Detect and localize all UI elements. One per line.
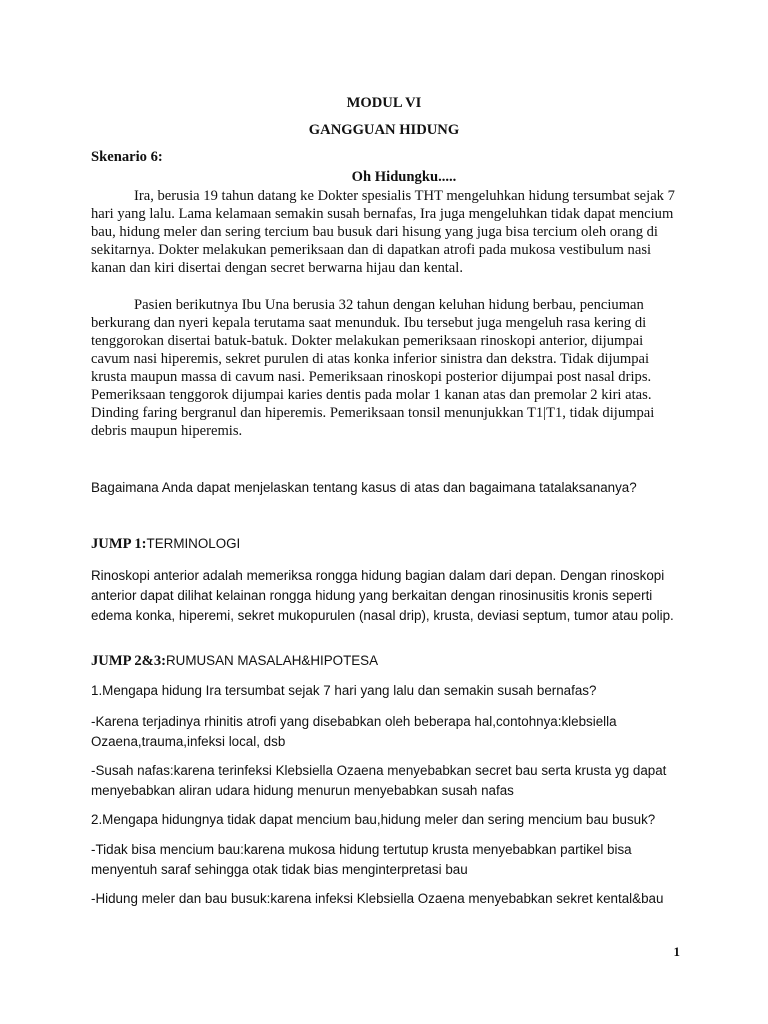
jump1-heading xyxy=(91,534,240,554)
scenario-question: Bagaimana Anda dapat menjelaskan tentang kasus di atas dan bagaimana tatalaksananya? xyxy=(91,480,637,495)
problem-question-2: 2.Mengapa hidungnya tidak dapat mencium bau,hidung meler dan sering mencium bau busuk? xyxy=(91,812,656,827)
page-number: 1 xyxy=(673,944,680,959)
jump23-heading xyxy=(91,651,378,671)
jump23-label: JUMP 2&3: xyxy=(91,653,166,669)
scenario-paragraph-1: Ira, berusia 19 tahun datang ke Dokter spesialis THT mengeluhkan hidung tersumbat sejak 7 hari yang lalu. Lama kelamaan semakin susah bernafas, Ira juga mengeluhkan tidak dapat mencium bau, hidung meler dan sering tercium bau busuk dari hisung yang juga bisa tercium oleh orang di sekitarnya. Dokter melakukan pemeriksaan dan di dapatkan atrofi pada mukosa vestibulum nasi kanan dan kiri disertai dengan secret berwarna hijau dan kental. xyxy=(91,188,675,276)
jump1-heading-text: TERMINOLOGI xyxy=(146,536,241,551)
scenario-label: Skenario 6: xyxy=(91,149,163,165)
jump1-label: JUMP 1: xyxy=(91,536,147,552)
module-subtitle: GANGGUAN HIDUNG xyxy=(308,122,460,138)
module-title: MODUL VI xyxy=(346,95,422,111)
jump1-definition: Rinoskopi anterior adalah memeriksa rongga hidung bagian dalam dari depan. Dengan rinoskopi anterior dapat dilihat kelainan rongga hidung yang berkaitan dengan rinosinusitis kronis seperti edema konka, hiperemi, sekret mukopurulen (nasal drip), krusta, deviasi septum, tumor atau polip. xyxy=(91,568,674,623)
jump23-heading-text: RUMUSAN MASALAH&HIPOTESA xyxy=(165,653,379,668)
scenario-paragraph-2: Pasien berikutnya Ibu Una berusia 32 tahun dengan keluhan hidung berbau, penciuman berkurang dan nyeri kepala terutama saat menunduk. Ibu tersebut juga mengeluh rasa kering di tenggorokan disertai batuk-batuk. Dokter melakukan pemeriksaan rinoskopi anterior, dijumpai cavum nasi hiperemis, sekret purulen di atas konka inferior sinistra dan dekstra. Tidak dijumpai krusta maupun massa di cavum nasi. Pemeriksaan rinoskopi posterior dijumpai post nasal drips. Pemeriksaan tenggorok dijumpai karies dentis pada molar 1 kanan atas dan premolar 2 kiri atas. Dinding faring bergranul dan hiperemis. Pemeriksaan tonsil menunjukkan T1|T1, tidak dijumpai debris maupun hiperemis. xyxy=(91,297,655,439)
scenario-title: Oh Hidungku..... xyxy=(351,169,457,185)
hypothesis-1a: -Karena terjadinya rhinitis atrofi yang disebabkan oleh beberapa hal,contohnya:klebsiella Ozaena,trauma,infeksi local, dsb xyxy=(91,714,617,749)
hypothesis-2a: -Tidak bisa mencium bau:karena mukosa hidung tertutup krusta menyebabkan partikel bisa menyentuh saraf sehingga otak tidak bias menginterpretasi bau xyxy=(91,842,632,877)
problem-question-1: 1.Mengapa hidung Ira tersumbat sejak 7 hari yang lalu dan semakin susah bernafas? xyxy=(91,683,597,698)
hypothesis-2b: -Hidung meler dan bau busuk:karena infeksi Klebsiella Ozaena menyebabkan sekret kental&bau xyxy=(91,891,664,906)
hypothesis-1b: -Susah nafas:karena terinfeksi Klebsiella Ozaena menyebabkan secret bau serta krusta yg dapat menyebabkan aliran udara hidung menurun menyebabkan susah nafas xyxy=(91,763,667,798)
